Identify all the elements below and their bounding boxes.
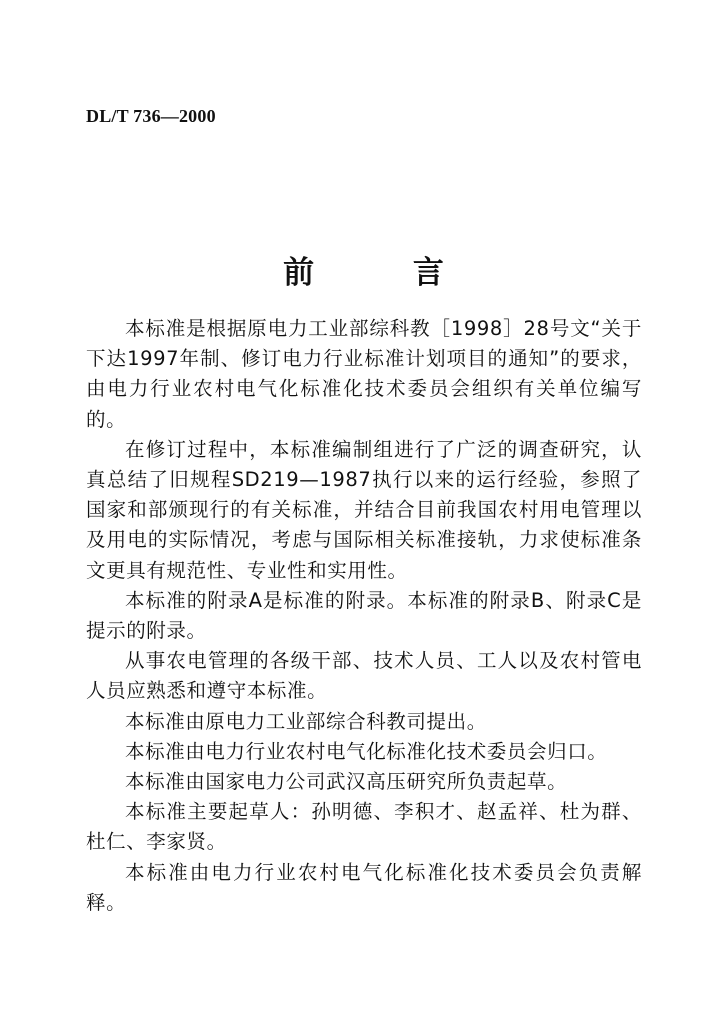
page-title: 前 言 [283,255,488,291]
paragraph-interpretation: 本标准由电力行业农村电气化标准化技术委员会负责解释。 [86,860,642,914]
paragraph-proposer: 本标准由原电力工业部综合科教司提出。 [125,709,487,733]
paragraph-drafters: 本标准主要起草人：孙明德、李积才、赵孟祥、杜为群、杜仁、李家贤。 [86,800,642,854]
paragraph-appendices: 本标准的附录A是标准的附录。本标准的附录B、附录C是提示的附录。 [86,588,642,643]
standard-code: DL/T 736—2000 [86,106,216,126]
paragraph-audience: 从事农电管理的各级干部、技术人员、工人以及农村管电人员应熟悉和遵守本标准。 [86,649,642,703]
paragraph-centralized-management: 本标准由电力行业农村电气化标准化技术委员会归口。 [125,739,608,763]
paragraph-drafting-unit: 本标准由国家电力公司武汉高压研究所负责起草。 [125,770,568,794]
paragraph-revision-process: 在修订过程中，本标准编制组进行了广泛的调查研究，认真总结了旧规程SD219—1987执行以来的运行经验，参照了国家和部颁现行的有关标准，并结合目前我国农村用电管理以及用电的实际情况，考虑与国际相关标准接轨，力求使标准条文更具有规范性、专业性和实用性。 [86,437,642,582]
paragraph-basis: 本标准是根据原电力工业部综科教［1998］28号文“关于下达1997年制、修订电力行业标准计划项目的通知”的要求，由电力行业农村电气化标准化技术委员会组织有关单位编写的。 [86,317,642,431]
preface-body [86,314,642,918]
